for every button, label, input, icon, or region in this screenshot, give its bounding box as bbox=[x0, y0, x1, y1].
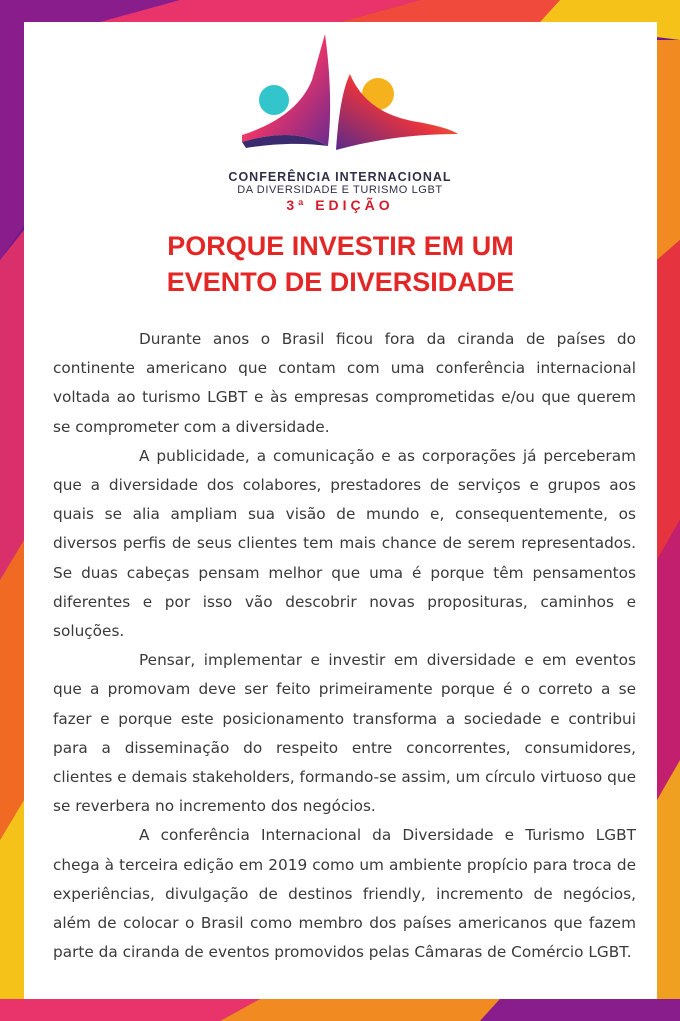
logo-title-line2: DA DIVERSIDADE E TURISMO LGBT bbox=[237, 184, 443, 196]
page-title-line2: EVENTO DE DIVERSIDADE bbox=[166, 267, 515, 297]
logo-edition: 3ª EDIÇÃO bbox=[286, 197, 394, 213]
page-title bbox=[24, 228, 657, 300]
logo-title-line1: CONFERÊNCIA INTERNACIONAL bbox=[228, 170, 452, 184]
content-card bbox=[24, 22, 657, 999]
page-title-line1: PORQUE INVESTIR EM UM bbox=[167, 231, 514, 261]
paragraph: A publicidade, a comunicação e as corporações já perceberam que a diversidade dos colabores, prestadores de serviços e grupos aos quais se alia ampliam sua visão de mundo e, consequentemente, os diversos perfis de seus clientes tem mais chance de serem representados. Se duas cabeças pensam melhor que uma é porque têm pensamentos diferentes e por isso vão descobrir novas proposituras, caminhos e soluções. bbox=[53, 446, 636, 641]
article-body bbox=[53, 325, 636, 967]
paragraph: A conferência Internacional da Diversidade e Turismo LGBT chega à terceira edição em 2019 como um ambiente propício para troca de experiências, divulgação de destinos friendly, incremento de negócios, além de colocar o Brasil como membro dos países americanos que fazem parte da ciranda de eventos promovidos pelas Câmaras de Comércio LGBT. bbox=[53, 826, 636, 962]
paragraph: Durante anos o Brasil ficou fora da ciranda de países do continente americano que contam com uma conferência internacional voltada ao turismo LGBT e às empresas comprometidas e/ou que querem se comprometer com a diversidade. bbox=[53, 330, 636, 436]
paragraph: Pensar, implementar e investir em diversidade e em eventos que a promovam deve ser feito primeiramente porque é o correto a se fazer e porque este posicionamento transforma a sociedade e contribui para a disseminação do respeito entre concorrentes, consumidores, clientes e demais stakeholders, formando-se assim, um círculo virtuoso que se reverbera no incremento dos negócios. bbox=[53, 651, 636, 816]
